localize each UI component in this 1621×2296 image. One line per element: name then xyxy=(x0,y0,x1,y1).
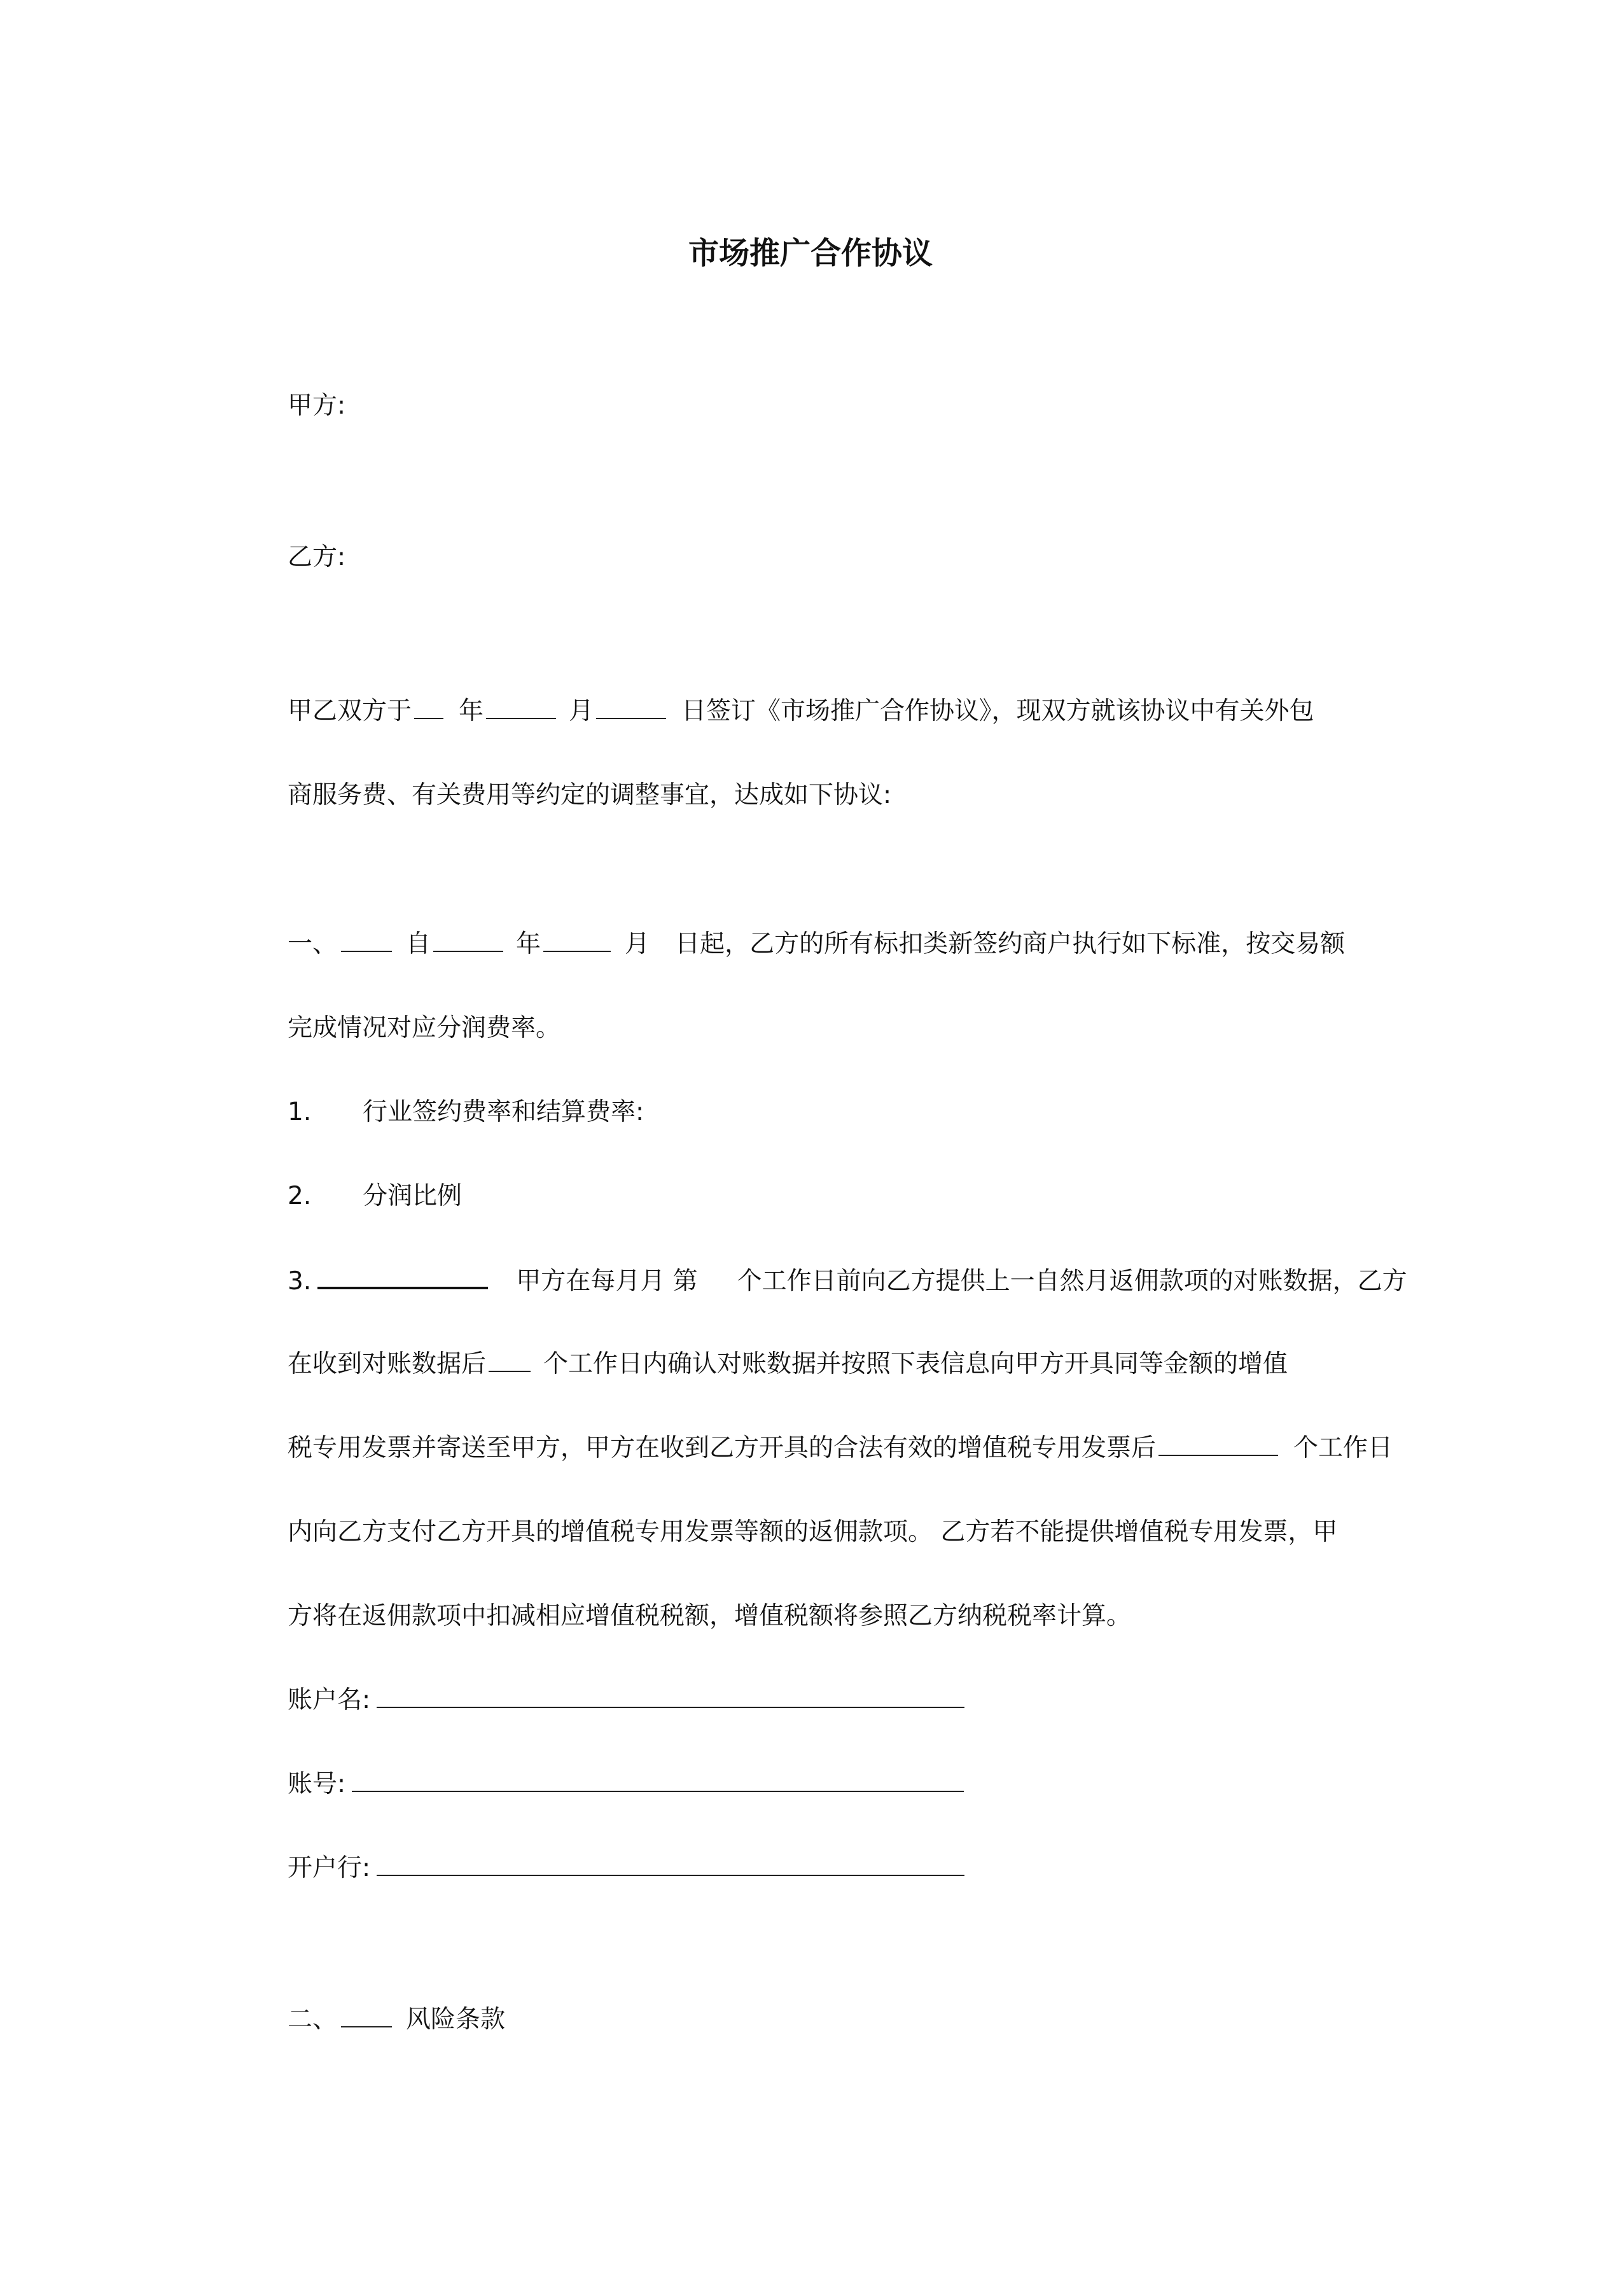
section-1-line-1 xyxy=(288,929,1345,960)
item-2 xyxy=(288,1181,462,1212)
party-b-label: 乙方: xyxy=(288,543,346,571)
section-2-title: 风险条款 xyxy=(406,2005,506,2034)
blank-payment-days[interactable] xyxy=(1158,1433,1278,1456)
document-title: 市场推广合作协议 xyxy=(688,235,933,271)
intro-text-2: 年 xyxy=(459,697,484,725)
item-3-line-2 xyxy=(288,1349,1288,1380)
blank-day-signed[interactable] xyxy=(596,696,666,719)
blank-month-signed[interactable] xyxy=(486,696,556,719)
blank-year-signed[interactable] xyxy=(414,696,443,719)
item-3-number: 3. xyxy=(288,1267,312,1296)
blank-start-year[interactable] xyxy=(433,929,503,952)
item-3-line-5: 方将在返佣款项中扣减相应增值税税额，增值税额将参照乙方纳税税率计算。 xyxy=(288,1602,1132,1630)
section-1-text-4: 日起，乙方的所有标扣类新签约商户执行如下标准，按交易额 xyxy=(675,930,1346,958)
account-number-row xyxy=(288,1769,964,1800)
blank-section-1[interactable] xyxy=(341,929,392,952)
item-3-text-4: 个工作日内确认对账数据并按照下表信息向甲方开具同等金额的增值 xyxy=(543,1350,1288,1378)
section-1-text-1: 自 xyxy=(406,930,431,958)
account-name-label: 账户名: xyxy=(288,1686,371,1714)
intro-text-4: 日签订《市场推广合作协议》，现双方就该协议中有关外包 xyxy=(681,697,1314,725)
blank-start-month[interactable] xyxy=(543,929,611,952)
section-1-line-2: 完成情况对应分润费率。 xyxy=(288,1014,561,1042)
bank-name-row xyxy=(288,1853,964,1884)
item-3-line-4: 内向乙方支付乙方开具的增值税专用发票等额的返佣款项。 乙方若不能提供增值税专用发票，甲 xyxy=(288,1518,1338,1546)
intro-line-1 xyxy=(288,696,1314,727)
item-1 xyxy=(288,1097,644,1128)
item-3-line-3 xyxy=(288,1433,1393,1464)
section-2-number: 二、 xyxy=(288,2005,338,2034)
item-1-number: 1. xyxy=(288,1098,312,1126)
item-2-number: 2. xyxy=(288,1182,312,1210)
blank-confirm-days[interactable] xyxy=(489,1349,531,1372)
intro-line-2: 商服务费、有关费用等约定的调整事宜，达成如下协议: xyxy=(288,781,892,809)
section-1-text-2: 年 xyxy=(516,930,541,958)
intro-text-3: 月 xyxy=(569,697,594,725)
intro-text-1: 甲乙双方于 xyxy=(288,697,412,725)
bank-name-field[interactable] xyxy=(377,1853,964,1876)
item-1-text: 行业签约费率和结算费率: xyxy=(363,1098,644,1126)
account-name-field[interactable] xyxy=(377,1685,964,1708)
item-3-text-1: 甲方在每月月 第 xyxy=(516,1267,698,1296)
item-3-text-2: 个工作日前向乙方提供上一自然月返佣款项的对账数据，乙方 xyxy=(737,1267,1407,1296)
section-1-number: 一、 xyxy=(288,930,338,958)
item-3-text-5: 税专用发票并寄送至甲方，甲方在收到乙方开具的合法有效的增值税专用发票后 xyxy=(288,1434,1157,1462)
item-3-text-3: 在收到对账数据后 xyxy=(288,1350,487,1378)
account-number-field[interactable] xyxy=(352,1769,964,1792)
item-2-text: 分润比例 xyxy=(363,1182,463,1210)
account-name-row xyxy=(288,1685,964,1716)
bank-name-label: 开户行: xyxy=(288,1854,371,1882)
party-a-label: 甲方: xyxy=(288,391,346,420)
blank-section-2[interactable] xyxy=(341,2005,392,2027)
section-2-heading xyxy=(288,2005,505,2035)
item-3-text-6: 个工作日 xyxy=(1293,1434,1393,1462)
section-1-text-3: 月 xyxy=(625,930,650,958)
item-3-line-1 xyxy=(288,1265,1407,1297)
blank-item-3[interactable] xyxy=(317,1265,488,1289)
account-number-label: 账号: xyxy=(288,1770,346,1798)
